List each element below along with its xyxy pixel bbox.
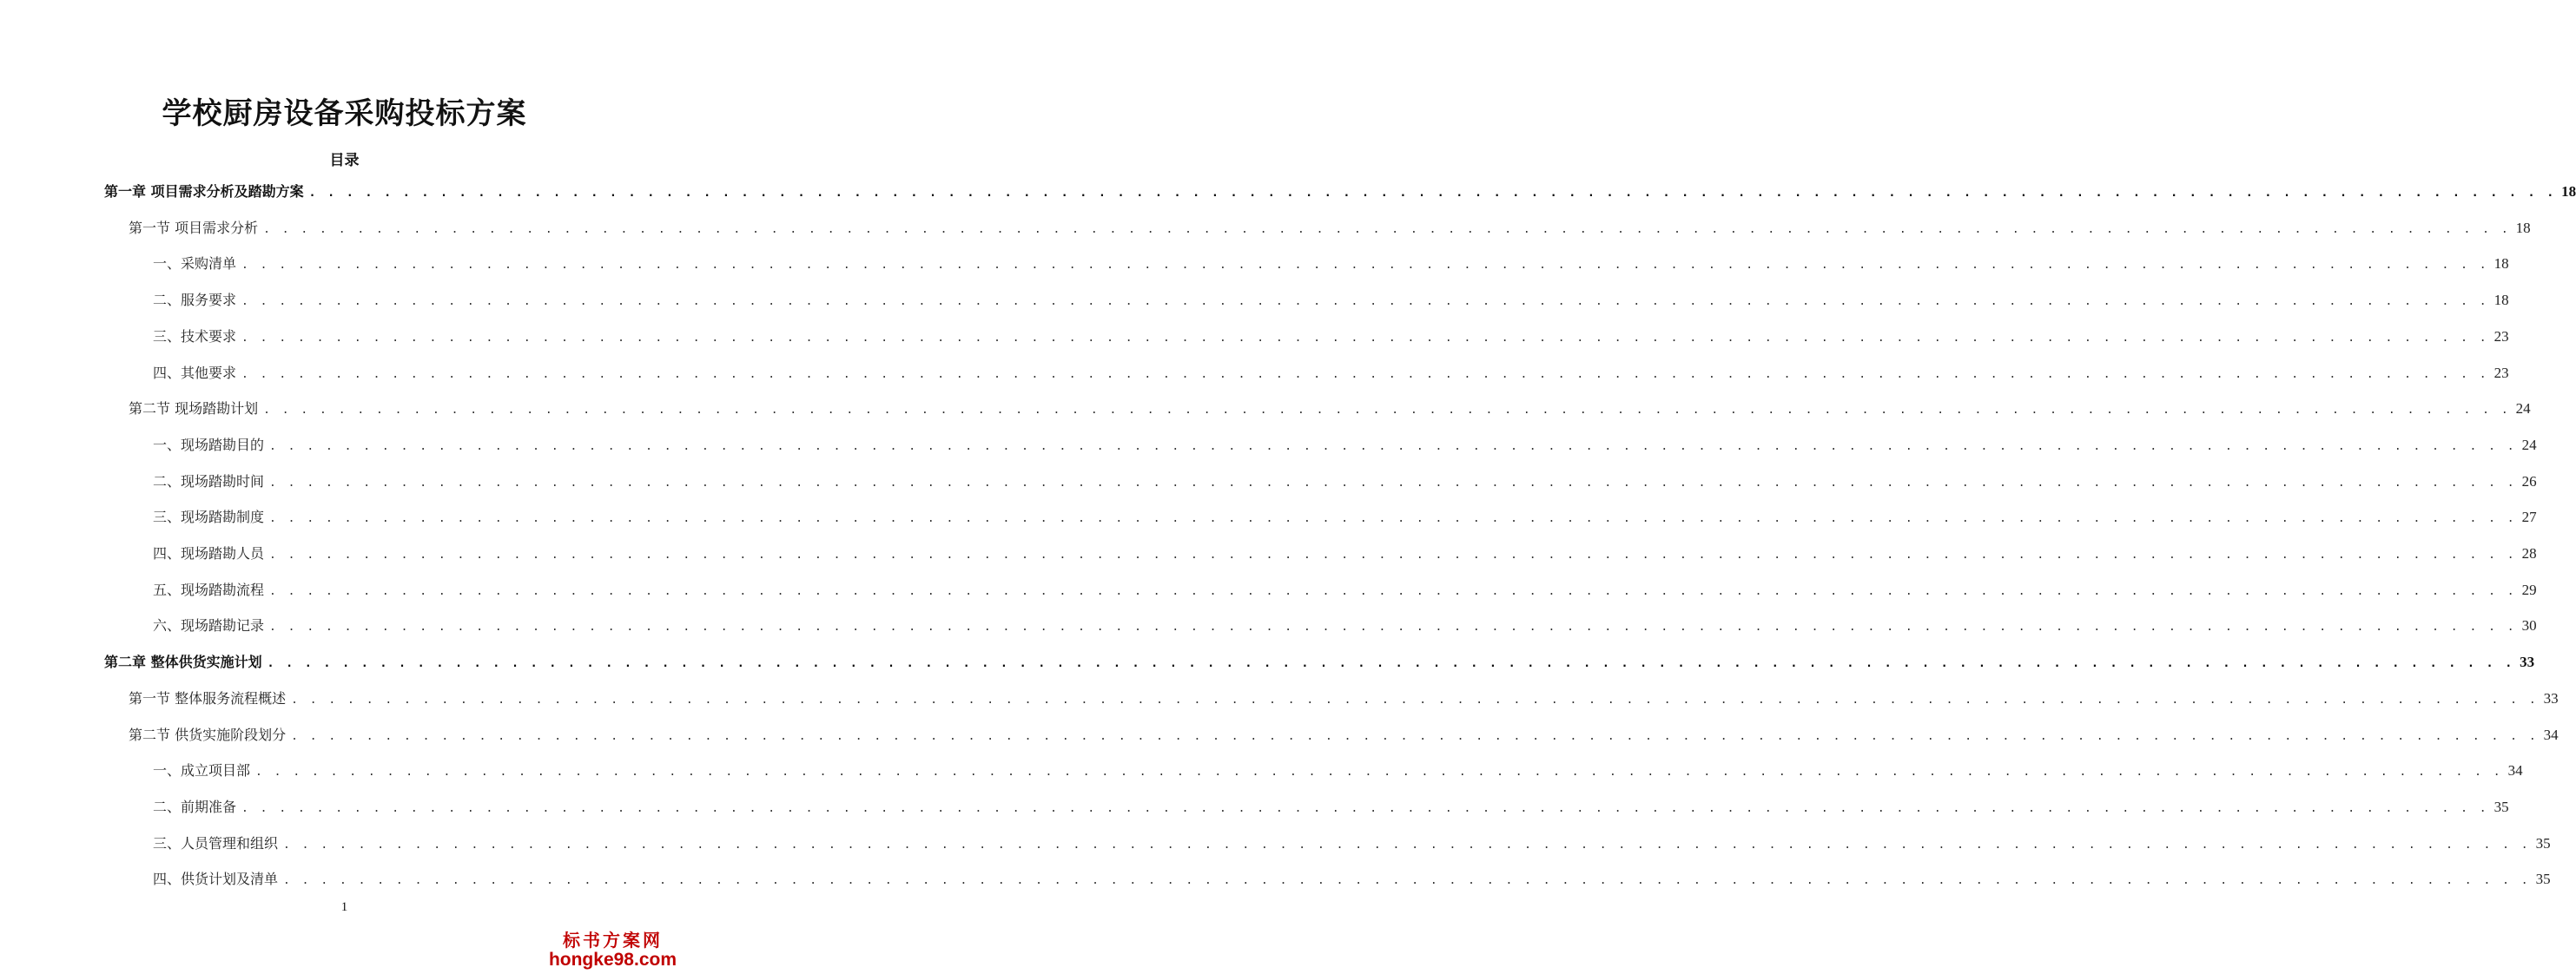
toc-entry-label: 第一节 整体服务流程概述 bbox=[129, 690, 287, 707]
toc-entry[interactable] bbox=[104, 651, 2535, 674]
toc-leader-dots: . . . . . . . . . . . . . . . . . . . . . . . . . . . . . . . . . . . . . . . . . . . . . . . . . . . . . . . . . . . . . . . . . . . . . . . . . . . . . . . . . . . . . . . . . . . . . . . . . . . . . . . . . . . . . . . . . . . . . . . . bbox=[241, 332, 2489, 345]
toc-entry-page: 34 bbox=[2543, 727, 2559, 743]
toc-entry[interactable] bbox=[153, 833, 2551, 855]
toc-leader-dots: . . . . . . . . . . . . . . . . . . . . . . . . . . . . . . . . . . . . . . . . . . . . . . . . . . . . . . . . . . . . . . . . . . . . . . . . . . . . . . . . . . . . . . . . . . . . . . . . . . . . . . . . . . . . . . . . . . . . . . . . bbox=[241, 295, 2489, 308]
watermark-logo bbox=[549, 926, 677, 971]
toc-entry-page: 26 bbox=[2521, 473, 2537, 490]
toc-entry-label: 二、现场踏勘时间 bbox=[153, 473, 265, 490]
toc-entry-page: 27 bbox=[2521, 509, 2537, 525]
toc-entry[interactable] bbox=[153, 579, 2537, 602]
toc-leader-dots: . . . . . . . . . . . . . . . . . . . . . . . . . . . . . . . . . . . . . . . . . . . . . . . . . . . . . . . . . . . . . . . . . . . . . . . . . . . . . . . . . . . . . . . . . . . . . . . . . . . . . . . . . . . . . . . . . . . . . . . . bbox=[241, 259, 2489, 272]
toc-entry-label: 四、供货计划及清单 bbox=[153, 871, 279, 887]
toc-entry-page: 18 bbox=[2515, 220, 2531, 236]
toc-leader-dots: . . . . . . . . . . . . . . . . . . . . . . . . . . . . . . . . . . . . . . . . . . . . . . . . . . . . . . . . . . . . . . . . . . . . . . . . . . . . . . . . . . . . . . . . . . . . . . . . . . . . . . . . . . . . . . . . . . . . . . . . bbox=[269, 512, 2517, 525]
toc-leader-dots: . . . . . . . . . . . . . . . . . . . . . . . . . . . . . . . . . . . . . . . . . . . . . . . . . . . . . . . . . . . . . . . . . . . . . . . . . . . . . . . . . . . . . . . . . . . . . . . . . . . . . . . . . . . . . . . . . . . . . . . . bbox=[269, 585, 2517, 598]
toc-entry[interactable] bbox=[153, 615, 2537, 637]
toc-entry[interactable] bbox=[153, 434, 2537, 457]
toc-entry[interactable] bbox=[153, 543, 2537, 565]
toc-entry-label: 二、前期准备 bbox=[153, 799, 237, 815]
document-title: 学校厨房设备采购投标方案 bbox=[162, 96, 527, 131]
page-number: 1 bbox=[340, 900, 348, 914]
toc-entry-label: 三、现场踏勘制度 bbox=[153, 509, 265, 525]
toc-entry-label: 三、技术要求 bbox=[153, 328, 237, 345]
toc-entry-page: 28 bbox=[2521, 545, 2537, 562]
toc-leader-dots: . . . . . . . . . . . . . . . . . . . . . . . . . . . . . . . . . . . . . . . . . . . . . . . . . . . . . . . . . . . . . . . . . . . . . . . . . . . . . . . . . . . . . . . . . . . . . . . . . . . . . . . . . . . . . . . . . . . . . . . . bbox=[283, 874, 2531, 887]
toc-entry-page: 35 bbox=[2535, 835, 2551, 852]
toc-entry[interactable] bbox=[153, 796, 2509, 819]
toc-entry[interactable] bbox=[153, 362, 2509, 385]
toc-entry-page: 35 bbox=[2535, 871, 2551, 887]
toc-entry[interactable] bbox=[153, 868, 2551, 891]
toc-entry-label: 第二章 整体供货实施计划 bbox=[104, 654, 262, 670]
toc-entry-label: 三、人员管理和组织 bbox=[153, 835, 279, 852]
toc-entry[interactable] bbox=[129, 724, 2559, 747]
toc-entry[interactable] bbox=[104, 181, 2576, 203]
toc-entry[interactable] bbox=[153, 506, 2537, 529]
toc-entry-page: 33 bbox=[2543, 690, 2559, 707]
toc-entry-label: 二、服务要求 bbox=[153, 292, 237, 308]
toc-entry[interactable] bbox=[153, 760, 2523, 782]
toc-entry-page: 33 bbox=[2520, 654, 2535, 670]
toc-entry-label: 六、现场踏勘记录 bbox=[153, 617, 265, 634]
toc-entry[interactable] bbox=[153, 471, 2537, 493]
toc-entry-label: 四、其他要求 bbox=[153, 365, 237, 381]
toc-entry[interactable] bbox=[129, 398, 2531, 420]
toc-entry-label: 一、采购清单 bbox=[153, 255, 237, 272]
toc-entry[interactable] bbox=[129, 217, 2531, 240]
toc-entry-page: 18 bbox=[2493, 255, 2509, 272]
toc-leader-dots: . . . . . . . . . . . . . . . . . . . . . . . . . . . . . . . . . . . . . . . . . . . . . . . . . . . . . . . . . . . . . . . . . . . . . . . . . . . . . . . . . . . . . . . . . . . . . . . . . . . . . . . . . . . . . . . . . . . . . . . . bbox=[283, 839, 2531, 852]
toc-entry-label: 五、现场踏勘流程 bbox=[153, 582, 265, 598]
toc-entry-label: 一、现场踏勘目的 bbox=[153, 437, 265, 453]
toc-entry-label: 第二节 现场踏勘计划 bbox=[129, 400, 259, 417]
toc-entry-page: 23 bbox=[2493, 328, 2509, 345]
toc-leader-dots: . . . . . . . . . . . . . . . . . . . . . . . . . . . . . . . . . . . . . . . . . . . . . . . . . . . . . . . . . . . . . . . . . . . . . . . . . . . . . . . . . . . . . . . . . . . . . . . . . . . . . . . . . . . . . . . . . . . . . . . . bbox=[291, 694, 2539, 707]
toc-leader-dots: . . . . . . . . . . . . . . . . . . . . . . . . . . . . . . . . . . . . . . . . . . . . . . . . . . . . . . . . . . . . . . . . . . . . . . . . . . . . . . . . . . . . . . . . . . . . . . . . . . . . . . . . . . . . . . . . . . . . . . . . bbox=[269, 549, 2517, 562]
toc-entry-page: 24 bbox=[2515, 400, 2531, 417]
toc-leader-dots: . . . . . . . . . . . . . . . . . . . . . . . . . . . . . . . . . . . . . . . . . . . . . . . . . . . . . . . . . . . . . . . . . . . . . . . . . . . . . . . . . . . . . . . . . . . . . . . . . . . . . . . . . . . . . . . . . . . . . . . . bbox=[269, 440, 2517, 453]
watermark-url: hongke98.com bbox=[548, 950, 677, 970]
toc-entry[interactable] bbox=[153, 289, 2509, 312]
toc-leader-dots: . . . . . . . . . . . . . . . . . . . . . . . . . . . . . . . . . . . . . . . . . . . . . . . . . . . . . . . . . . . . . . . . . . . . . . . . . . . . . . . . . . . . . . . . . . . . . . . . . . . . . . . . . . . . . . . . . . . . . . . . bbox=[241, 802, 2489, 815]
toc-entry[interactable] bbox=[129, 688, 2559, 710]
toc-entry-page: 29 bbox=[2521, 582, 2537, 598]
toc-entry-page: 24 bbox=[2521, 437, 2537, 453]
toc-entry-label: 第二节 供货实施阶段划分 bbox=[129, 727, 287, 743]
toc-entry-page: 35 bbox=[2493, 799, 2509, 815]
toc-leader-dots: . . . . . . . . . . . . . . . . . . . . . . . . . . . . . . . . . . . . . . . . . . . . . . . . . . . . . . . . . . . . . . . . . . . . . . . . . . . . . . . . . . . . . . . . . . . . . . . . . . . . . . . . . . . . . . . . . . . . . . . . bbox=[269, 477, 2517, 490]
toc-entry-page: 30 bbox=[2521, 617, 2537, 634]
toc-leader-dots: . . . . . . . . . . . . . . . . . . . . . . . . . . . . . . . . . . . . . . . . . . . . . . . . . . . . . . . . . . . . . . . . . . . . . . . . . . . . . . . . . . . . . . . . . . . . . . . . . . . . . . . . . . . . . . . . . . . . . . . . bbox=[267, 657, 2515, 670]
toc-entry-label: 第一节 项目需求分析 bbox=[129, 220, 259, 236]
toc-heading: 目录 bbox=[329, 152, 360, 169]
toc-entry-label: 一、成立项目部 bbox=[153, 762, 251, 779]
toc-entry-page: 34 bbox=[2507, 762, 2523, 779]
toc-leader-dots: . . . . . . . . . . . . . . . . . . . . . . . . . . . . . . . . . . . . . . . . . . . . . . . . . . . . . . . . . . . . . . . . . . . . . . . . . . . . . . . . . . . . . . . . . . . . . . . . . . . . . . . . . . . . . . . . . . . . . . . . bbox=[263, 223, 2511, 236]
toc-entry[interactable] bbox=[153, 326, 2509, 348]
toc-entry-label: 四、现场踏勘人员 bbox=[153, 545, 265, 562]
toc-entry-page: 18 bbox=[2493, 292, 2509, 308]
toc-leader-dots: . . . . . . . . . . . . . . . . . . . . . . . . . . . . . . . . . . . . . . . . . . . . . . . . . . . . . . . . . . . . . . . . . . . . . . . . . . . . . . . . . . . . . . . . . . . . . . . . . . . . . . . . . . . . . . . . . . . . . . . . bbox=[263, 404, 2511, 417]
watermark-text: 标书方案网 bbox=[562, 930, 663, 951]
toc-leader-dots: . . . . . . . . . . . . . . . . . . . . . . . . . . . . . . . . . . . . . . . . . . . . . . . . . . . . . . . . . . . . . . . . . . . . . . . . . . . . . . . . . . . . . . . . . . . . . . . . . . . . . . . . . . . . . . . . . . . . . . . . bbox=[255, 766, 2503, 779]
toc-entry-page: 23 bbox=[2493, 365, 2509, 381]
toc-leader-dots: . . . . . . . . . . . . . . . . . . . . . . . . . . . . . . . . . . . . . . . . . . . . . . . . . . . . . . . . . . . . . . . . . . . . . . . . . . . . . . . . . . . . . . . . . . . . . . . . . . . . . . . . . . . . . . . . . . . . . . . . bbox=[291, 730, 2539, 743]
toc-leader-dots: . . . . . . . . . . . . . . . . . . . . . . . . . . . . . . . . . . . . . . . . . . . . . . . . . . . . . . . . . . . . . . . . . . . . . . . . . . . . . . . . . . . . . . . . . . . . . . . . . . . . . . . . . . . . . . . . . . . . . . . . bbox=[269, 621, 2517, 634]
toc-entry-label: 第一章 项目需求分析及踏勘方案 bbox=[104, 183, 304, 200]
toc-entry[interactable] bbox=[153, 253, 2509, 275]
toc-leader-dots: . . . . . . . . . . . . . . . . . . . . . . . . . . . . . . . . . . . . . . . . . . . . . . . . . . . . . . . . . . . . . . . . . . . . . . . . . . . . . . . . . . . . . . . . . . . . . . . . . . . . . . . . . . . . . . . . . . . . . . . . bbox=[308, 187, 2557, 200]
toc-entry-page: 18 bbox=[2561, 183, 2576, 200]
toc-leader-dots: . . . . . . . . . . . . . . . . . . . . . . . . . . . . . . . . . . . . . . . . . . . . . . . . . . . . . . . . . . . . . . . . . . . . . . . . . . . . . . . . . . . . . . . . . . . . . . . . . . . . . . . . . . . . . . . . . . . . . . . . bbox=[241, 368, 2489, 381]
